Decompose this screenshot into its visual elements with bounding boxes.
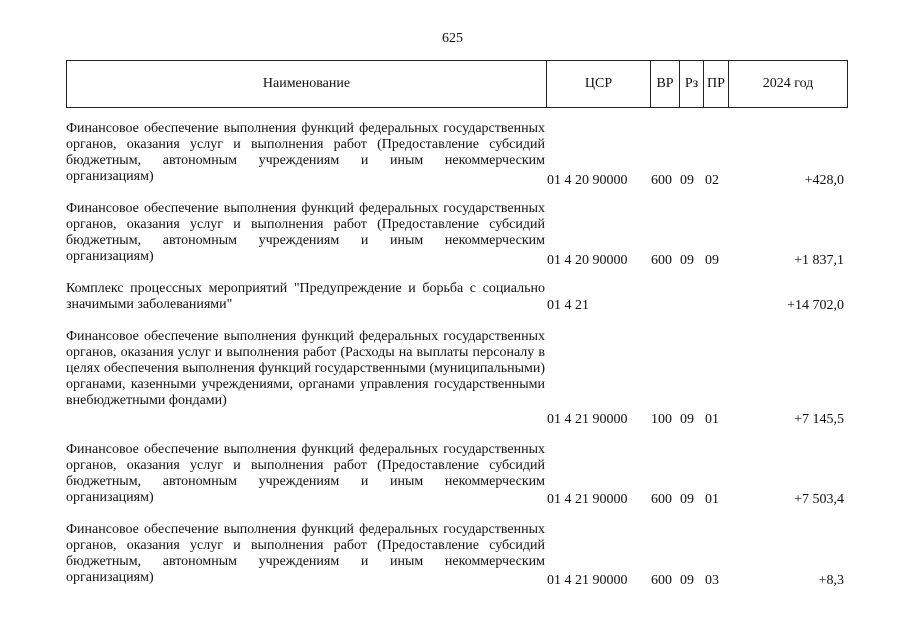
row-rz: 09 bbox=[680, 253, 694, 268]
row-name: Финансовое обеспечение выполнения функций федеральных государственных органов, оказания услуг и выполнения работ (Предоставление субсидий бюджетным, автономным учреждениям и иным некоммерческим организациям) bbox=[66, 442, 545, 505]
row-name: Финансовое обеспечение выполнения функций федеральных государственных органов, оказания услуг и выполнения работ (Расходы на выплаты персоналу в целях обеспечения выполнения функций государственными (муниципальными) органами, казенными учреждениями, органами управления государственными внебюджетными фондами) bbox=[66, 329, 545, 408]
row-name: Финансовое обеспечение выполнения функций федеральных государственных органов, оказания услуг и выполнения работ (Предоставление субсидий бюджетным, автономным учреждениям и иным некоммерческим организациям) bbox=[66, 201, 545, 264]
row-amount: +7 145,5 bbox=[794, 412, 844, 427]
header-rz: Рз bbox=[684, 76, 699, 91]
row-pr: 09 bbox=[705, 253, 719, 268]
page-number: 625 bbox=[442, 31, 463, 46]
row-amount: +428,0 bbox=[804, 173, 844, 188]
row-amount: +7 503,4 bbox=[794, 492, 844, 507]
row-vr: 600 bbox=[651, 253, 672, 268]
table-header bbox=[66, 60, 848, 108]
row-rz: 09 bbox=[680, 573, 694, 588]
row-pr: 03 bbox=[705, 573, 719, 588]
row-csr: 01 4 21 90000 bbox=[547, 492, 628, 507]
row-rz: 09 bbox=[680, 173, 694, 188]
row-pr: 01 bbox=[705, 412, 719, 427]
row-csr: 01 4 20 90000 bbox=[547, 253, 628, 268]
row-pr: 01 bbox=[705, 492, 719, 507]
row-amount: +14 702,0 bbox=[787, 298, 844, 313]
row-amount: +8,3 bbox=[818, 573, 844, 588]
row-csr: 01 4 21 bbox=[547, 298, 589, 313]
row-rz: 09 bbox=[680, 492, 694, 507]
row-csr: 01 4 21 90000 bbox=[547, 412, 628, 427]
header-name: Наименование bbox=[262, 76, 351, 91]
header-csr: ЦСР bbox=[584, 76, 613, 91]
row-rz: 09 bbox=[680, 412, 694, 427]
row-name: Комплекс процессных мероприятий "Предупреждение и борьба с социально значимыми заболеваниями" bbox=[66, 281, 545, 312]
row-vr: 100 bbox=[651, 412, 672, 427]
row-amount: +1 837,1 bbox=[794, 253, 844, 268]
row-vr: 600 bbox=[651, 173, 672, 188]
row-vr: 600 bbox=[651, 573, 672, 588]
header-pr: ПР bbox=[707, 76, 725, 91]
header-year: 2024 год bbox=[762, 76, 814, 91]
row-csr: 01 4 21 90000 bbox=[547, 573, 628, 588]
row-name: Финансовое обеспечение выполнения функций федеральных государственных органов, оказания услуг и выполнения работ (Предоставление субсидий бюджетным, автономным учреждениям и иным некоммерческим организациям) bbox=[66, 522, 545, 585]
header-vr: ВР bbox=[656, 76, 674, 91]
row-pr: 02 bbox=[705, 173, 719, 188]
row-csr: 01 4 20 90000 bbox=[547, 173, 628, 188]
row-name: Финансовое обеспечение выполнения функций федеральных государственных органов, оказания услуг и выполнения работ (Предоставление субсидий бюджетным, автономным учреждениям и иным некоммерческим организациям) bbox=[66, 121, 545, 184]
row-vr: 600 bbox=[651, 492, 672, 507]
